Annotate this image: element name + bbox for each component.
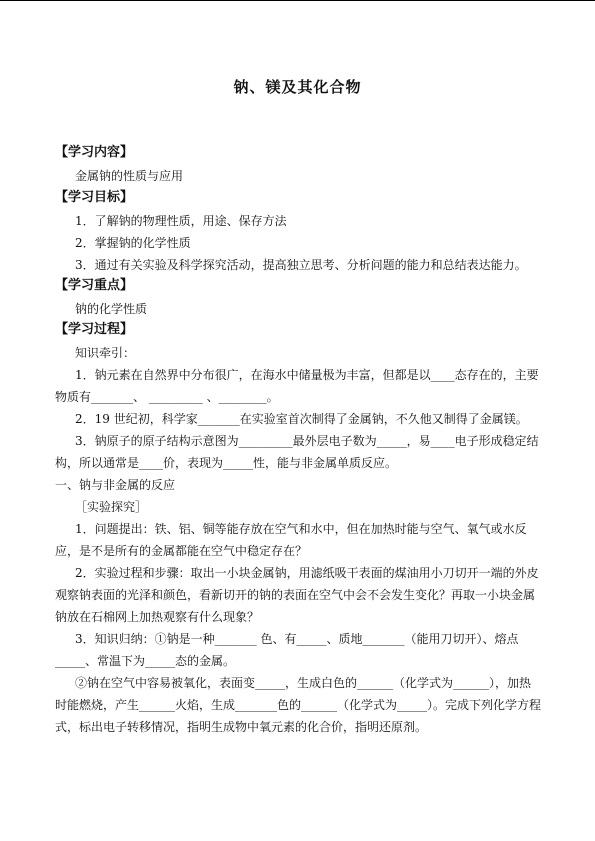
focus-text: 钠的化学性质 [75,302,148,316]
explore-1-line-1: 1．问题提出：铁、铝、铜等能存放在空气和水中，但在加热时能与空气、氧气或水反 [75,522,527,536]
experiment-label: ［实验探究］ [75,500,148,514]
goal-item-3: 3．通过有关实验及科学探究活动，提高独立思考、分析问题的能力和总结表达能力。 [75,258,527,272]
question-1-line-2: 物质有_______、 _________ 、________。 [55,390,279,404]
question-3-line-2: 构，所以通常是____价，表现为_____性，能与非金属单质反应。 [55,456,398,470]
question-3-line-1: 3．钠原子的原子结构示意图为_________最外层电子数为_____，易____电子形成稳定结 [75,434,539,448]
explore-3-line-1: 3．知识归纳：①钠是一种_______ 色、有_____、质地_______（能用刀切开）、熔点 [75,632,519,646]
explore-3-line-2: _____、常温下为_____态的金属。 [55,654,236,668]
heading-learning-goals: 【学习目标】 [55,190,134,205]
explore-4-line-3: 式，标出电子转移情况，指明生成物中氧元素的化合价，指明还原剂。 [55,720,428,734]
explore-2-line-1: 2．实验过程和步骤：取出一小块金属钠，用滤纸吸干表面的煤油用小刀切开一端的外皮 [75,566,539,580]
explore-4-line-2: 时能燃烧，产生______火焰，生成_______色的______（化学式为_____）。完成下列化学方程 [55,698,542,712]
page-title: 钠、镁及其化合物 [233,78,362,96]
learning-content-text: 金属钠的性质与应用 [75,169,184,183]
knowledge-intro-label: 知识牵引： [75,346,136,360]
heading-learning-process: 【学习过程】 [55,322,134,337]
question-2: 2．19 世纪初，科学家_______在实验室首次制得了金属钠，不久他又制得了金属镁。 [75,412,528,426]
goal-item-1: 1．了解钠的物理性质，用途、保存方法 [75,214,287,228]
heading-learning-focus: 【学习重点】 [55,278,134,293]
explore-2-line-2: 观察钠表面的光泽和颜色，看新切开的钠的表面在空气中会不会发生变化？再取一小块金属 [55,588,536,602]
explore-1-line-2: 应，是不是所有的金属都能在空气中稳定存在？ [55,544,308,558]
heading-learning-content: 【学习内容】 [55,145,134,160]
top-border-rule [0,0,595,1]
part-1-title: 一、钠与非金属的反应 [55,478,176,492]
goal-item-2: 2．掌握钠的化学性质 [75,236,191,250]
explore-2-line-3: 钠放在石棉网上加热观察有什么现象？ [55,610,260,624]
question-1-line-1: 1．钠元素在自然界中分布很广，在海水中储量极为丰富，但都是以____态存在的，主要 [75,368,539,382]
explore-4-line-1: ②钠在空气中容易被氧化，表面变_____，生成白色的______（化学式为______），加热 [75,676,532,690]
